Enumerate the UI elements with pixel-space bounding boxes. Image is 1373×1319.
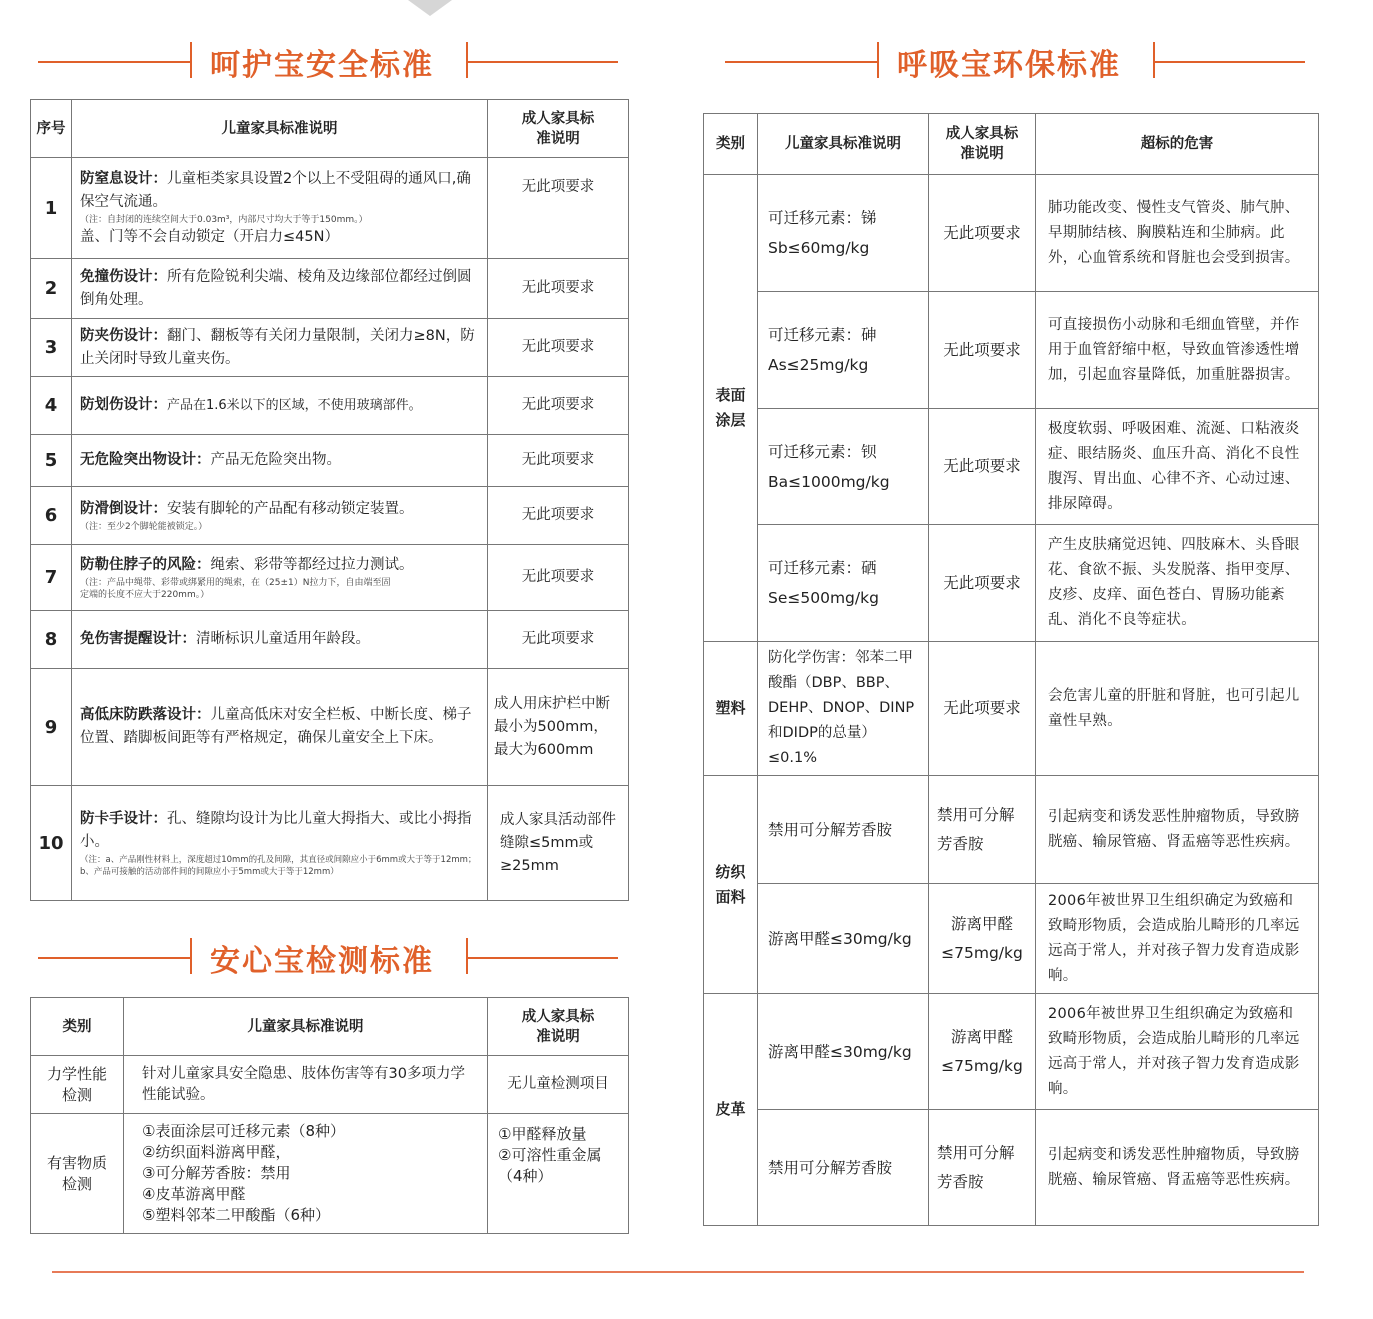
header-harm: 超标的危害	[1036, 114, 1319, 175]
row-text: 儿童高低床对安全栏板、中断长度、梯子位置、踏脚板间距等有严格规定，确保儿童安全上下床。	[80, 707, 472, 746]
table-row	[704, 884, 1319, 994]
row-title: 免伤害提醒设计：	[80, 631, 196, 647]
category-coating: 表面涂层	[704, 175, 758, 642]
row-text: 产品无危险突出物。	[210, 452, 341, 468]
row-harm: 肺功能改变、慢性支气管炎、肺气肿、早期肺结核、胸膜粘连和尘肺病。此外，心血管系统和肾脏也会受到损害。	[1036, 175, 1319, 292]
row-adult: 禁用可分解芳香胺	[929, 1110, 1036, 1226]
row-title: 免撞伤设计：	[80, 268, 167, 285]
row-adult: 无此项要求	[929, 525, 1036, 642]
row-text: 儿童柜类家具设置2个以上不受阻碍的通风口,确保空气流通。	[80, 170, 471, 210]
row-number: 9	[31, 669, 72, 786]
list-item: ①表面涂层可迁移元素（8种）	[142, 1122, 345, 1140]
row-title: 无危险突出物设计：	[80, 452, 211, 468]
row-adult: 无儿童检测项目	[488, 1056, 629, 1114]
anxin-table	[30, 997, 629, 1234]
row-description	[72, 545, 488, 611]
row-description	[72, 669, 488, 786]
row-text: 清晰标识儿童适用年龄段。	[196, 631, 370, 647]
row-note: （注：至少2个脚轮能被锁定。）	[80, 522, 208, 532]
table-row	[31, 786, 629, 901]
row-description: 针对儿童家具安全隐患、肢体伤害等有30多项力学性能试验。	[124, 1056, 488, 1114]
section-title: 安心宝检测标准	[210, 944, 434, 979]
row-adult: 无此项要求	[488, 259, 629, 319]
row-kid: 禁用可分解芳香胺	[758, 1110, 929, 1226]
row-description	[72, 259, 488, 319]
row-title: 防窒息设计：	[80, 170, 167, 187]
category-textile: 纺织面料	[704, 776, 758, 994]
section-heading-anxin	[38, 938, 618, 978]
row-description	[72, 435, 488, 487]
list-item: ①甲醛释放量	[498, 1125, 587, 1143]
header-cat: 类别	[704, 114, 758, 175]
row-description	[72, 158, 488, 259]
row-adult: 禁用可分解芳香胺	[929, 776, 1036, 884]
header-cat: 类别	[31, 998, 124, 1056]
header-adult: 成人家具标准说明	[929, 114, 1036, 175]
row-adult: 无此项要求	[488, 435, 629, 487]
table-row	[704, 175, 1319, 292]
header-adult: 成人家具标准说明	[488, 100, 629, 158]
row-adult: 无此项要求	[488, 545, 629, 611]
row-kid: 可迁移元素：硒Se≤500mg/kg	[758, 525, 929, 642]
row-kid: 防化学伤害：邻苯二甲酸酯（DBP、BBP、DEHP、DNOP、DINP和DIDP的总量）≤0.1%	[758, 642, 929, 776]
list-item: ④皮革游离甲醛	[142, 1185, 246, 1203]
header-kid: 儿童家具标准说明	[72, 100, 488, 158]
table-row	[31, 1056, 629, 1114]
row-title: 防勒住脖子的风险：	[80, 557, 211, 573]
row-text: 所有危险锐利尖端、棱角及边缘部位都经过倒圆倒角处理。	[80, 268, 472, 308]
row-harm: 引起病变和诱发恶性肿瘤物质，导致膀胱癌、输尿管癌、肾盂癌等恶性疾病。	[1036, 1110, 1319, 1226]
row-harm: 会危害儿童的肝脏和肾脏，也可引起儿童性早熟。	[1036, 642, 1319, 776]
row-harm: 2006年被世界卫生组织确定为致癌和致畸形物质，会造成胎儿畸形的几率远远高于常人，并对孩子智力发育造成影响。	[1036, 884, 1319, 994]
row-kid: 可迁移元素：锑Sb≤60mg/kg	[758, 175, 929, 292]
row-adult: 无此项要求	[929, 175, 1036, 292]
row-harm: 引起病变和诱发恶性肿瘤物质，导致膀胱癌、输尿管癌、肾盂癌等恶性疾病。	[1036, 776, 1319, 884]
table-row	[704, 994, 1319, 1110]
row-adult: 无此项要求	[929, 642, 1036, 776]
row-description	[72, 377, 488, 435]
list-item: ⑤塑料邻苯二甲酸酯（6种）	[142, 1206, 330, 1224]
row-adult: 成人家具活动部件缝隙≤5mm或≥25mm	[488, 786, 629, 901]
row-kid: 禁用可分解芳香胺	[758, 776, 929, 884]
row-adult: 无此项要求	[929, 292, 1036, 409]
table-row	[704, 1110, 1319, 1226]
row-kid: 游离甲醛≤30mg/kg	[758, 994, 929, 1110]
row-extra: 盖、门等不会自动锁定（开启力≤45N）	[80, 228, 339, 245]
table-row	[31, 487, 629, 545]
row-description	[72, 786, 488, 901]
row-number: 8	[31, 611, 72, 669]
row-title: 防卡手设计：	[80, 811, 167, 827]
footer-divider	[52, 1271, 1304, 1273]
table-header-row	[31, 100, 629, 158]
row-harm: 可直接损伤小动脉和毛细血管壁，并作用于血管舒缩中枢，导致血管渗透性增加，引起血容量降低，加重脏器损害。	[1036, 292, 1319, 409]
category-leather: 皮革	[704, 994, 758, 1226]
table-row	[31, 435, 629, 487]
row-description	[72, 611, 488, 669]
header-kid: 儿童家具标准说明	[758, 114, 929, 175]
list-item: ③可分解芳香胺：禁用	[142, 1164, 291, 1182]
row-kid: 可迁移元素：砷As≤25mg/kg	[758, 292, 929, 409]
row-title: 高低床防跌落设计：	[80, 707, 211, 723]
row-kid: 可迁移元素：钡Ba≤1000mg/kg	[758, 409, 929, 525]
huxi-table	[703, 113, 1319, 1226]
section-heading-hehu	[38, 42, 618, 82]
top-arrow-decoration	[408, 0, 452, 16]
list-item: （4种）	[498, 1167, 553, 1185]
row-adult: 无此项要求	[488, 158, 629, 259]
header-kid: 儿童家具标准说明	[124, 998, 488, 1056]
table-row	[31, 611, 629, 669]
table-row	[704, 292, 1319, 409]
row-description	[72, 319, 488, 377]
row-number: 5	[31, 435, 72, 487]
row-number: 7	[31, 545, 72, 611]
table-row	[704, 642, 1319, 776]
row-category: 有害物质检测	[31, 1114, 124, 1234]
row-adult: 无此项要求	[488, 377, 629, 435]
row-number: 4	[31, 377, 72, 435]
row-number: 2	[31, 259, 72, 319]
row-number: 3	[31, 319, 72, 377]
table-row	[704, 409, 1319, 525]
row-kid: 游离甲醛≤30mg/kg	[758, 884, 929, 994]
row-harm: 产生皮肤痛觉迟钝、四肢麻木、头昏眼花、食欲不振、头发脱落、指甲变厚、皮疹、皮痒、面色苍白、胃肠功能紊乱、消化不良等症状。	[1036, 525, 1319, 642]
row-adult: 无此项要求	[488, 487, 629, 545]
table-row	[31, 158, 629, 259]
row-number: 6	[31, 487, 72, 545]
row-text: 翻门、翻板等有关闭力量限制，关闭力≥8N，防止关闭时导致儿童夹伤。	[80, 327, 475, 367]
row-title: 防滑倒设计：	[80, 501, 167, 517]
table-row	[704, 776, 1319, 884]
section-title: 呼吸宝环保标准	[897, 48, 1121, 83]
row-adult: 成人用床护栏中断最小为500mm，最大为600mm	[488, 669, 629, 786]
row-note: （注：产品中绳带、彩带或绑紧用的绳索，在（25±1）N拉力下，自由端至固定端的长度不应大于220mm。）	[80, 578, 391, 600]
section-heading-huxi	[725, 42, 1305, 82]
table-row	[31, 545, 629, 611]
row-text: 绳索、彩带等都经过拉力测试。	[210, 557, 414, 573]
row-note: （注：自封闭的连续空间大于0.03m³，内部尺寸均大于等于150mm。）	[80, 214, 368, 225]
row-harm: 2006年被世界卫生组织确定为致癌和致畸形物质，会造成胎儿畸形的几率远远高于常人，并对孩子智力发育造成影响。	[1036, 994, 1319, 1110]
row-description	[72, 487, 488, 545]
header-adult: 成人家具标准说明	[488, 998, 629, 1056]
row-category: 力学性能检测	[31, 1056, 124, 1114]
table-header-row	[704, 114, 1319, 175]
row-adult: 无此项要求	[929, 409, 1036, 525]
section-title: 呵护宝安全标准	[210, 48, 434, 83]
row-adult: 游离甲醛≤75mg/kg	[929, 994, 1036, 1110]
table-row	[704, 525, 1319, 642]
row-adult-list	[488, 1114, 629, 1234]
row-text: 安装有脚轮的产品配有移动锁定装置。	[167, 501, 414, 517]
row-number: 1	[31, 158, 72, 259]
row-description-list	[124, 1114, 488, 1234]
row-adult: 无此项要求	[488, 611, 629, 669]
row-text: 产品在1.6米以下的区域，不使用玻璃部件。	[167, 398, 422, 413]
hehu-table	[30, 99, 629, 901]
row-title: 防划伤设计：	[80, 397, 167, 413]
table-header-row	[31, 998, 629, 1056]
list-item: ②纺织面料游离甲醛，	[142, 1143, 291, 1161]
row-harm: 极度软弱、呼吸困难、流涎、口粘液炎症、眼结肠炎、血压升高、消化不良性腹泻、胃出血、心律不齐、心动过速、排尿障碍。	[1036, 409, 1319, 525]
table-row	[31, 259, 629, 319]
row-adult: 无此项要求	[488, 319, 629, 377]
table-row	[31, 669, 629, 786]
row-number: 10	[31, 786, 72, 901]
row-text: 孔、缝隙均设计为比儿童大拇指大、或比小拇指小。	[80, 811, 472, 850]
row-adult: 游离甲醛≤75mg/kg	[929, 884, 1036, 994]
table-row	[31, 1114, 629, 1234]
category-plastic: 塑料	[704, 642, 758, 776]
list-item: ②可溶性重金属	[498, 1146, 602, 1164]
header-no: 序号	[31, 100, 72, 158]
table-row	[31, 377, 629, 435]
table-row	[31, 319, 629, 377]
row-title: 防夹伤设计：	[80, 327, 167, 344]
row-note: （注：a、产品刚性材料上，深度超过10mm的孔及间隙，其直径或间隙应小于6mm或大于等于12mm；b、产品可接触的活动部件间的间隙应小于5mm或大于等于12mm）	[80, 855, 477, 877]
